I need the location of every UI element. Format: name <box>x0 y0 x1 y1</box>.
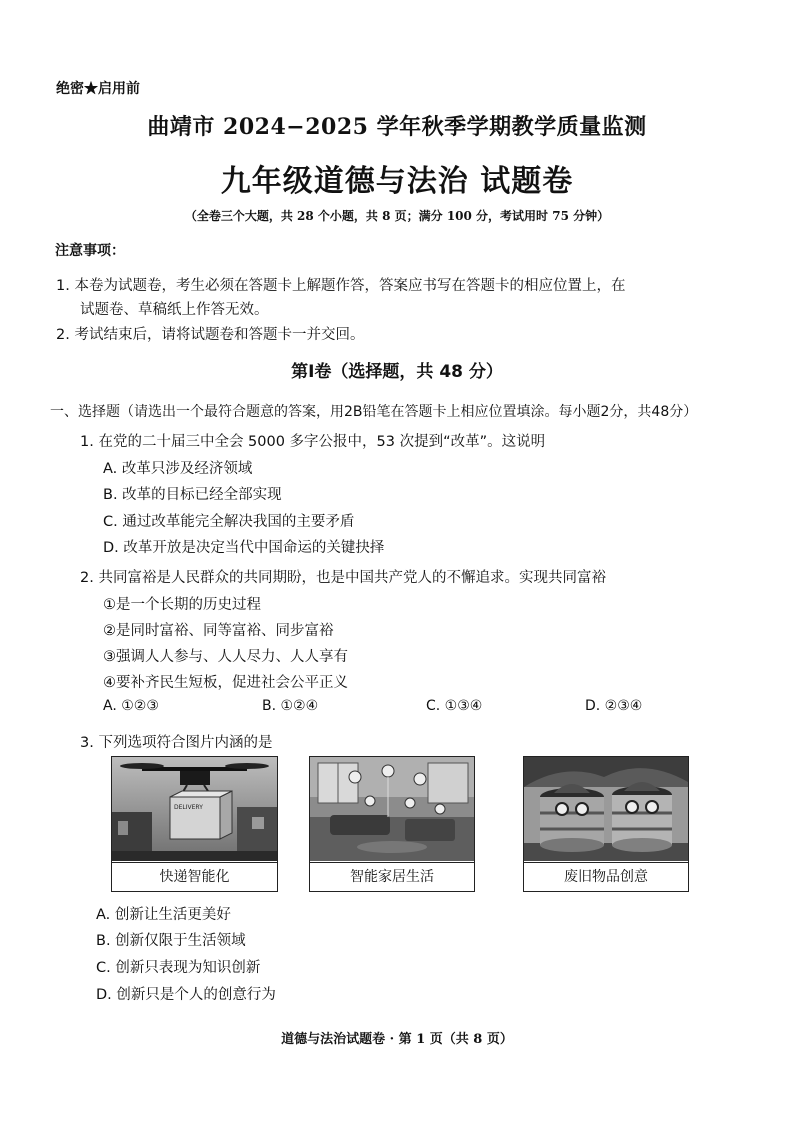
q1-option-a: A. 改革只涉及经济领域 <box>103 461 253 477</box>
exam-title: 曲靖市 2024−2025 学年秋季学期教学质量监测 <box>147 114 647 140</box>
q2-option-c: C. ①③④ <box>426 698 483 714</box>
question-3-stem: 3. 下列选项符合图片内涵的是 <box>80 735 273 751</box>
q3-option-a: A. 创新让生活更美好 <box>96 907 231 923</box>
q3-option-d: D. 创新只是个人的创意行为 <box>96 987 276 1003</box>
section-heading: 一、选择题（请选出一个最符合题意的答案，用2B铅笔在答题卡上相应位置填涂。每小题2分，共48分） <box>50 404 698 420</box>
smart-home-photo <box>310 757 474 861</box>
notice-item-1-cont: 试题卷、草稿纸上作答无效。 <box>80 302 269 318</box>
q2-option-d: D. ②③④ <box>585 698 643 714</box>
caption-1: 快递智能化 <box>112 862 277 891</box>
q1-option-c: C. 通过改革能完全解决我国的主要矛盾 <box>103 514 355 530</box>
q1-option-b: B. 改革的目标已经全部实现 <box>103 487 282 503</box>
q3-option-b: B. 创新仅限于生活领域 <box>96 933 246 949</box>
q2-statement-1: ①是一个长期的历史过程 <box>103 597 261 613</box>
question-1-stem: 1. 在党的二十届三中全会 5000 多字公报中，53 次提到“改革”。这说明 <box>80 434 546 450</box>
paper-info: （全卷三个大题，共 28 个小题，共 8 页；满分 100 分，考试用时 75 分钟） <box>184 209 610 223</box>
q1-option-d: D. 改革开放是决定当代中国命运的关键抉择 <box>103 540 385 556</box>
picture-recycled-crafts <box>523 756 689 892</box>
q2-statement-3: ③强调人人参与、人人尽力、人人享有 <box>103 649 348 665</box>
drone-photo <box>112 757 277 861</box>
q3-option-c: C. 创新只表现为知识创新 <box>96 960 261 976</box>
crafts-photo <box>524 757 688 861</box>
q2-option-b: B. ①②④ <box>262 698 319 714</box>
caption-3: 废旧物品创意 <box>524 862 688 891</box>
caption-2: 智能家居生活 <box>310 862 474 891</box>
q2-option-a: A. ①②③ <box>103 698 159 714</box>
part-title: 第Ⅰ卷（选择题，共 48 分） <box>291 362 503 382</box>
picture-drone-delivery <box>111 756 278 892</box>
confidential-label: 绝密★启用前 <box>56 81 140 97</box>
page-footer: 道德与法治试题卷 · 第 1 页（共 8 页） <box>281 1032 513 1047</box>
package-label: DELIVERY <box>174 804 203 811</box>
picture-smart-home <box>309 756 475 892</box>
notice-heading: 注意事项： <box>55 243 125 259</box>
q2-statement-4: ④要补齐民生短板，促进社会公平正义 <box>103 675 348 691</box>
question-2-stem: 2. 共同富裕是人民群众的共同期盼，也是中国共产党人的不懈追求。实现共同富裕 <box>80 570 606 586</box>
notice-item-2: 2. 考试结束后，请将试题卷和答题卡一并交回。 <box>56 327 365 343</box>
paper-title: 九年级道德与法治 试题卷 <box>220 164 574 199</box>
q2-statement-2: ②是同时富裕、同等富裕、同步富裕 <box>103 623 334 639</box>
notice-item-1: 1. 本卷为试题卷，考生必须在答题卡上解题作答，答案应书写在答题卡的相应位置上，在 <box>56 278 626 294</box>
